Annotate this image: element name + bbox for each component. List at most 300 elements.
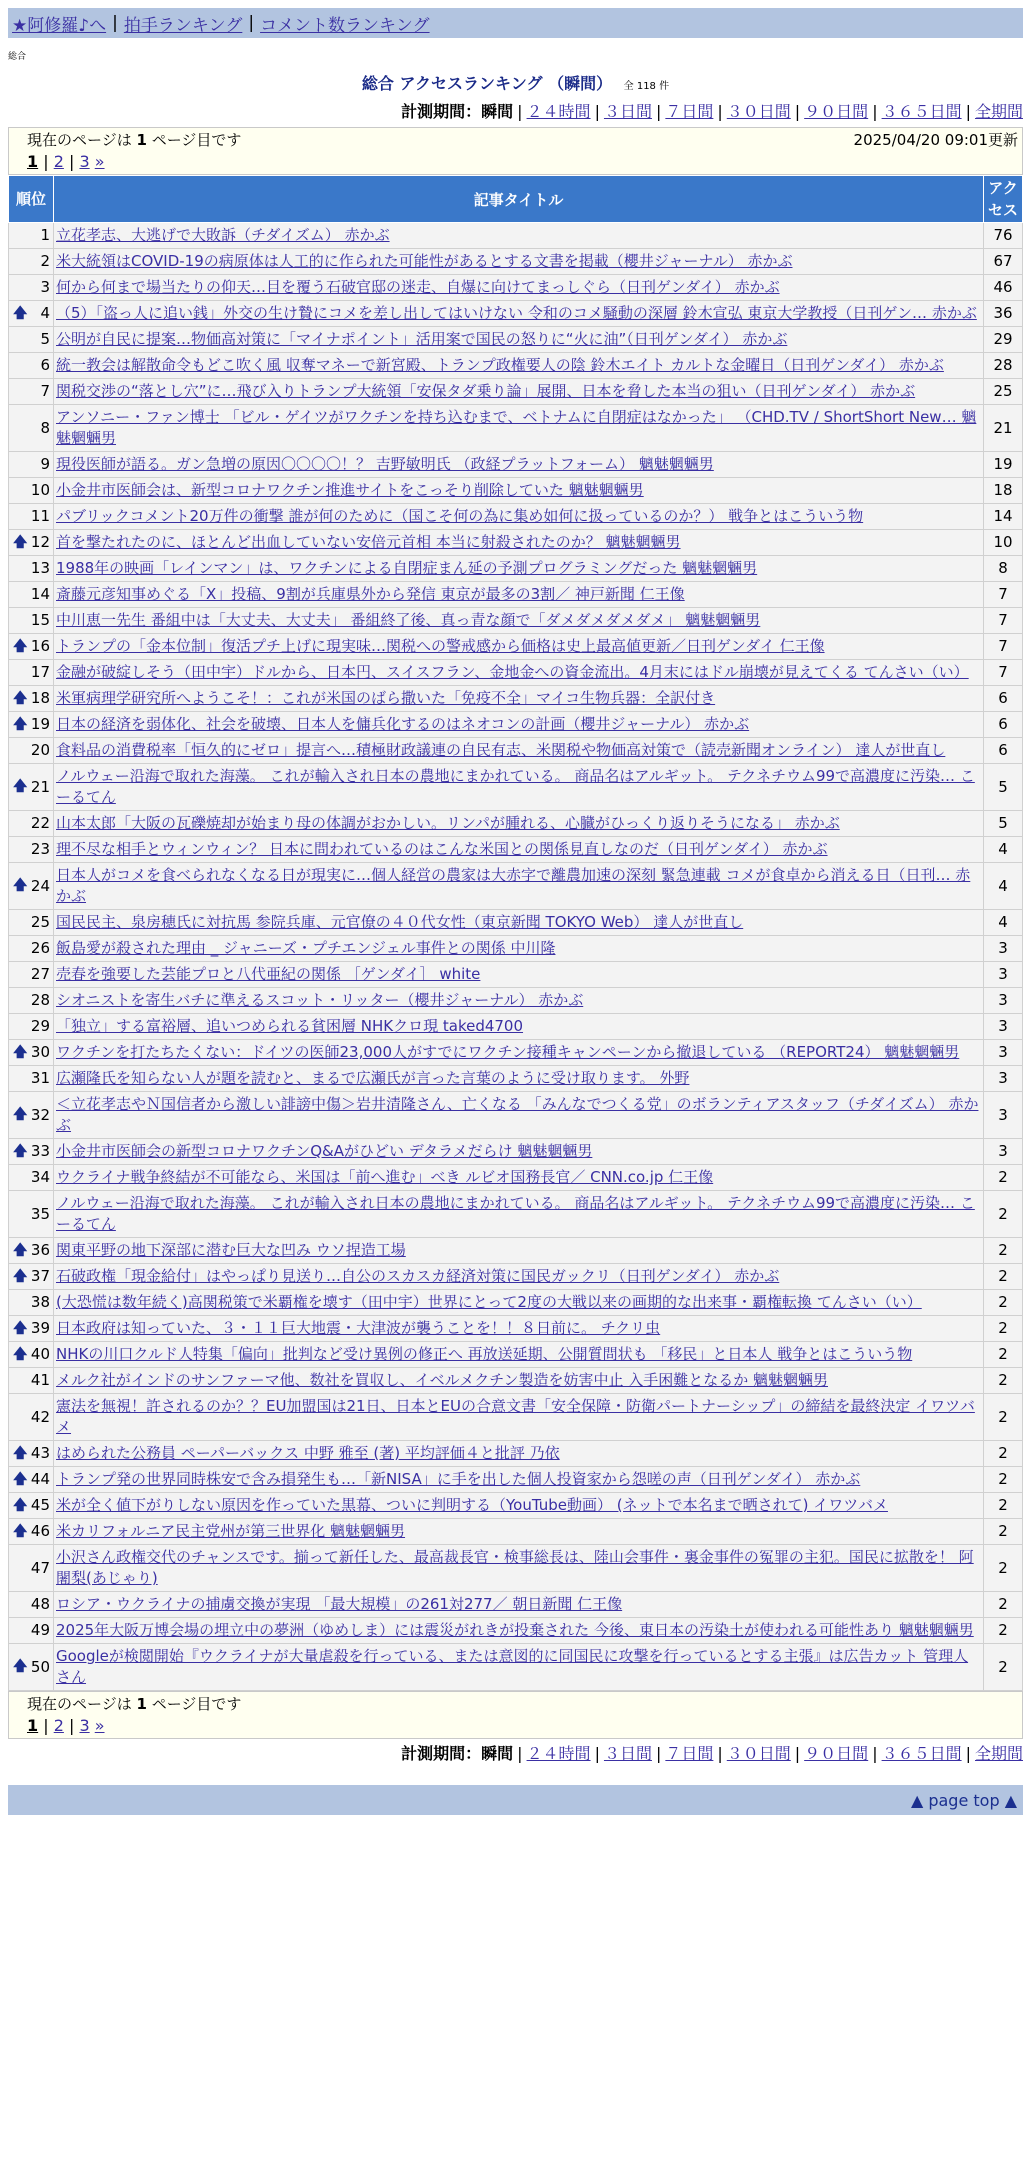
rank-number: 44 xyxy=(30,1470,50,1488)
period-option-2[interactable]: ７日間 xyxy=(665,1744,714,1763)
applause-ranking-link[interactable]: 拍手ランキング xyxy=(123,15,243,36)
period-option-1[interactable]: ３日間 xyxy=(603,1744,652,1763)
rank-up-icon: 🡅 xyxy=(13,1346,28,1362)
title-cell xyxy=(54,556,984,582)
period-option-2[interactable]: ７日間 xyxy=(665,102,714,121)
access-count: 6 xyxy=(984,712,1023,738)
article-link[interactable]: はめられた公務員 ペーパーバックス 中野 雅至 (著) 平均評価４と批評 乃依 xyxy=(56,1444,560,1462)
period-separator: | xyxy=(594,1744,600,1763)
rank-up-icon: 🡅 xyxy=(13,534,28,550)
rank-number: 39 xyxy=(30,1319,50,1337)
access-count: 3 xyxy=(984,1014,1023,1040)
article-link[interactable]: 米大統領はCOVID-19の病原体は人工的に作られた可能性があるとする文書を掲載（櫻井ジャーナル） 赤かぶ xyxy=(56,252,793,270)
col-rank-header: 順位 xyxy=(9,176,54,223)
article-link[interactable]: メルク社がインドのサンファーマ他、数社を買収し、イベルメクチン製造を妨害中止 入手困難となるか 魑魅魍魎男 xyxy=(56,1371,828,1389)
rank-number: 14 xyxy=(30,585,50,603)
access-count: 4 xyxy=(984,863,1023,910)
rank-cell xyxy=(9,504,54,530)
title-cell xyxy=(54,452,984,478)
access-count: 14 xyxy=(984,504,1023,530)
rank-number: 49 xyxy=(30,1621,50,1639)
table-row xyxy=(9,910,1023,936)
table-row xyxy=(9,1519,1023,1545)
title-cell xyxy=(54,1290,984,1316)
article-link[interactable]: 日本政府は知っていた、３・１１巨大地震・大津波が襲うことを！！８日前に。 チクリ虫 xyxy=(56,1319,661,1337)
col-access-header: アクセス xyxy=(984,176,1023,223)
rank-number: 34 xyxy=(30,1168,50,1186)
rank-number: 3 xyxy=(40,278,50,296)
article-link[interactable]: 斎藤元彦知事めぐる「X」投稿、9割が兵庫県外から発信 東京が最多の3割／ 神戸新聞 仁王像 xyxy=(56,585,685,603)
rank-number: 15 xyxy=(30,611,50,629)
period-option-6[interactable]: 全期間 xyxy=(974,102,1023,121)
article-link[interactable]: 山本太郎「大阪の瓦礫焼却が始まり母の体調がおかしい。リンパが腫れる、心臓がひっくり返りそうになる」 赤かぶ xyxy=(56,814,840,832)
home-link[interactable]: ★阿修羅♪へ xyxy=(12,15,107,36)
table-row xyxy=(9,936,1023,962)
rank-cell xyxy=(9,660,54,686)
period-separator: | xyxy=(965,102,971,121)
table-row xyxy=(9,1066,1023,1092)
article-link[interactable]: ＜立花孝志やＮ国信者から激しい誹謗中傷＞岩井清隆さん、亡くなる 「みんなでつくる党」のボランティアスタッフ（チダイズム） 赤かぶ xyxy=(56,1095,979,1134)
rank-number: 11 xyxy=(30,507,50,525)
rank-number: 37 xyxy=(30,1267,50,1285)
rank-number: 46 xyxy=(30,1522,50,1540)
rank-cell xyxy=(9,910,54,936)
access-count: 29 xyxy=(984,327,1023,353)
table-row xyxy=(9,301,1023,327)
rank-number: 43 xyxy=(30,1444,50,1462)
rank-cell xyxy=(9,1191,54,1238)
rank-cell xyxy=(9,1316,54,1342)
table-row xyxy=(9,1368,1023,1394)
article-link[interactable]: 現役医師が語る。ガン急増の原因〇〇〇〇！？ 吉野敏明氏 （政経プラットフォーム） 魑魅魍魎男 xyxy=(56,455,714,473)
access-count: 2 xyxy=(984,1290,1023,1316)
article-link[interactable]: 小金井市医師会の新型コロナワクチンQ&Aがひどい デタラメだらけ 魑魅魍魎男 xyxy=(56,1142,593,1160)
access-count: 6 xyxy=(984,686,1023,712)
table-row xyxy=(9,1191,1023,1238)
article-link[interactable]: 小沢さん政権交代のチャンスです。揃って新任した、最高裁長官・検事総長は、陸山会事件・裏金事件の冤罪の主犯。国民に拡散を！ 阿闍梨(あじゃり) xyxy=(56,1548,974,1587)
rank-cell xyxy=(9,1040,54,1066)
period-separator: | xyxy=(794,102,801,121)
title-cell xyxy=(54,1165,984,1191)
title-cell xyxy=(54,379,984,405)
period-separator: | xyxy=(717,1744,723,1763)
pager-page-3[interactable]: 3 xyxy=(79,152,90,171)
table-row xyxy=(9,837,1023,863)
period-separator: | xyxy=(517,102,523,121)
access-count: 19 xyxy=(984,452,1023,478)
rank-number: 19 xyxy=(30,715,50,733)
rank-cell xyxy=(9,712,54,738)
rank-up-icon: 🡅 xyxy=(13,877,28,894)
title-cell xyxy=(54,504,984,530)
rank-number: 29 xyxy=(30,1017,50,1035)
table-row xyxy=(9,1040,1023,1066)
title-cell xyxy=(54,1545,984,1592)
article-link[interactable]: 中川恵一先生 番組中は「大丈夫、大丈夫」 番組終了後、真っ青な顔で「ダメダメダメダメ」 魑魅魍魎男 xyxy=(56,611,761,629)
access-count: 3 xyxy=(984,1139,1023,1165)
rank-number: 7 xyxy=(40,382,50,400)
access-count: 4 xyxy=(984,910,1023,936)
table-row xyxy=(9,1092,1023,1139)
table-row xyxy=(9,530,1023,556)
article-link[interactable]: 売春を強要した芸能プロと八代亜紀の関係 ［ゲンダイ］ white xyxy=(56,965,481,983)
title-cell xyxy=(54,1368,984,1394)
article-link[interactable]: 食料品の消費税率「恒久的にゼロ」提言へ…積極財政議連の自民有志、米関税や物価高対策で（読売新聞オンライン） 達人が世直し xyxy=(56,741,946,759)
rank-number: 27 xyxy=(30,965,50,983)
page-title xyxy=(0,74,1031,97)
rank-cell xyxy=(9,988,54,1014)
period-selector-top xyxy=(8,101,1023,123)
title-cell xyxy=(54,811,984,837)
title-cell xyxy=(54,301,984,327)
table-row xyxy=(9,1394,1023,1441)
rank-cell xyxy=(9,634,54,660)
title-cell xyxy=(54,275,984,301)
article-link[interactable]: (大恐慌は数年続く)高関税策で米覇権を壊す（田中宇）世界にとって2度の大戦以来の画期的な出来事・覇権転換 てんさい（い） xyxy=(56,1293,922,1311)
title-cell xyxy=(54,1342,984,1368)
article-link[interactable]: 首を撃たれたのに、ほとんど出血していない安倍元首相 本当に射殺されたのか？ 魑魅魍魎男 xyxy=(56,533,681,551)
article-link[interactable]: NHKの川口クルド人特集「偏向」批判など受け異例の修正へ 再放送延期、公開質問状も 「移民」と日本人 戦争とはこういう物 xyxy=(56,1345,913,1363)
article-link[interactable]: 2025年大阪万博会場の埋立中の夢洲（ゆめしま）には震災がれきが投棄された 今後、東日本の汚染土が使われる可能性あり 魑魅魍魎男 xyxy=(56,1621,974,1639)
article-link[interactable]: トランプ発の世界同時株安で含み損発生も…「新NISA」に手を出した個人投資家から怨嗟の声（日刊ゲンダイ） 赤かぶ xyxy=(56,1470,861,1488)
period-option-0[interactable]: ２４時間 xyxy=(526,1744,591,1763)
access-count: 2 xyxy=(984,1493,1023,1519)
access-count: 2 xyxy=(984,1618,1023,1644)
access-count: 2 xyxy=(984,1592,1023,1618)
period-option-0[interactable]: ２４時間 xyxy=(526,102,591,121)
article-link[interactable]: 小金井市医師会は、新型コロナワクチン推進サイトをこっそり削除していた 魑魅魍魎男 xyxy=(56,481,644,499)
article-link[interactable]: Googleが検閲開始『ウクライナが大量虐殺を行っている、または意図的に同国民に攻撃を行っているとする主張』は広告カット 管理人さん xyxy=(56,1647,969,1686)
rank-number: 48 xyxy=(30,1595,50,1613)
title-cell xyxy=(54,1493,984,1519)
title-cell xyxy=(54,478,984,504)
period-option-3[interactable]: ３０日間 xyxy=(726,1744,791,1763)
access-count: 2 xyxy=(984,1644,1023,1691)
rank-cell xyxy=(9,608,54,634)
article-link[interactable]: 何から何まで場当たりの仰天…目を覆う石破官邸の迷走、自爆に向けてまっしぐら（日刊ゲンダイ） 赤かぶ xyxy=(56,278,780,296)
access-count: 2 xyxy=(984,1165,1023,1191)
page-title-text: 総合 アクセスランキング （瞬間） xyxy=(361,74,613,93)
rank-cell xyxy=(9,1545,54,1592)
access-count: 2 xyxy=(984,1467,1023,1493)
rank-number: 16 xyxy=(30,637,50,655)
updated-time: 2025/04/20 09:01更新 xyxy=(853,131,1018,149)
period-separator: | xyxy=(872,1744,878,1763)
article-link[interactable]: 日本の経済を弱体化、社会を破壊、日本人を傭兵化するのはネオコンの計画（櫻井ジャーナル） 赤かぶ xyxy=(56,715,750,733)
rank-cell xyxy=(9,1238,54,1264)
rank-number: 13 xyxy=(30,559,50,577)
period-separator: | xyxy=(872,102,878,121)
article-link[interactable]: 関東平野の地下深部に潜む巨大な凹み ウソ捏造工場 xyxy=(56,1241,406,1259)
access-count: 18 xyxy=(984,478,1023,504)
article-link[interactable]: 広瀬隆氏を知らない人が題を読むと、まるで広瀬氏が言った言葉のように受け取ります。 外野 xyxy=(56,1069,690,1087)
table-row xyxy=(9,608,1023,634)
article-link[interactable]: パブリックコメント20万件の衝撃 誰が何のために（国こそ何の為に集め如何に扱っているのか？） 戦争とはこういう物 xyxy=(56,507,864,525)
rank-number: 42 xyxy=(30,1407,50,1426)
nav-separator: | xyxy=(248,13,255,33)
rank-up-icon: 🡅 xyxy=(13,305,28,321)
pager-page-3[interactable]: 3 xyxy=(79,1716,90,1735)
access-count: 8 xyxy=(984,556,1023,582)
rank-number: 4 xyxy=(40,304,50,322)
table-row xyxy=(9,1592,1023,1618)
access-count: 3 xyxy=(984,1092,1023,1139)
title-cell xyxy=(54,660,984,686)
table-row xyxy=(9,1545,1023,1592)
title-cell xyxy=(54,1014,984,1040)
rank-number: 21 xyxy=(30,777,50,796)
rank-cell xyxy=(9,223,54,249)
period-option-6[interactable]: 全期間 xyxy=(974,1744,1023,1763)
access-count: 7 xyxy=(984,634,1023,660)
table-row xyxy=(9,712,1023,738)
access-count: 25 xyxy=(984,379,1023,405)
access-count: 2 xyxy=(984,1519,1023,1545)
col-title-header: 記事タイトル xyxy=(54,176,984,223)
period-label: 計測期間： xyxy=(401,102,482,121)
rank-number: 28 xyxy=(30,991,50,1009)
access-count: 3 xyxy=(984,936,1023,962)
title-cell xyxy=(54,582,984,608)
table-row xyxy=(9,327,1023,353)
rank-cell xyxy=(9,764,54,811)
title-cell xyxy=(54,1040,984,1066)
table-row xyxy=(9,738,1023,764)
title-cell xyxy=(54,1066,984,1092)
table-row xyxy=(9,1238,1023,1264)
title-cell xyxy=(54,327,984,353)
rank-cell xyxy=(9,962,54,988)
access-count: 2 xyxy=(984,1238,1023,1264)
period-separator: | xyxy=(965,1744,971,1763)
title-cell xyxy=(54,764,984,811)
article-link[interactable]: ワクチンを打たちたくない：ドイツの医師23,000人がすでにワクチン接種キャンペーンから撤退している （REPORT24） 魑魅魍魎男 xyxy=(56,1043,960,1061)
period-selector-bottom xyxy=(8,1743,1023,1765)
article-link[interactable]: 理不尽な相手とウィンウィン？ 日本に問われているのはこんな米国との関係見直しなのだ（日刊ゲンダイ） 赤かぶ xyxy=(56,840,828,858)
rank-number: 6 xyxy=(40,356,50,374)
article-link[interactable]: 国民民主、泉房穂氏に対抗馬 参院兵庫、元官僚の４０代女性（東京新聞 TOKYO Web） 達人が世直し xyxy=(56,913,744,931)
category-label: 総合 xyxy=(8,52,27,62)
article-link[interactable]: 公明が自民に提案…物価高対策に「マイナポイント」活用案で国民の怒りに“火に油”（日刊ゲンダイ） 赤かぶ xyxy=(56,330,788,348)
article-link[interactable]: 日本人がコメを食べられなくなる日が現実に…個人経営の農家は大赤字で離農加速の深刻 緊急連載 コメが食卓から消える日（日刊… 赤かぶ xyxy=(56,866,971,905)
rank-cell xyxy=(9,405,54,452)
rank-up-icon: 🡅 xyxy=(13,778,28,795)
article-link[interactable]: アンソニー・ファン博士 「ビル・ゲイツがワクチンを持ち込むまで、ベトナムに自閉症はなかった」 （CHD.TV / ShortShort New… 魑魅魍魎男 xyxy=(56,408,977,447)
comment-ranking-link[interactable]: コメント数ランキング xyxy=(260,15,430,36)
article-link[interactable]: シオニストを寄生バチに準えるスコット・リッター（櫻井ジャーナル） 赤かぶ xyxy=(56,991,584,1009)
rank-cell xyxy=(9,811,54,837)
article-link[interactable]: （5）「盗っ人に追い銭」外交の生け贄にコメを差し出してはいけない 令和のコメ騒動の深層 鈴木宣弘 東京大学教授（日刊ゲン… 赤かぶ xyxy=(56,304,977,322)
rank-number: 36 xyxy=(30,1241,50,1259)
table-row xyxy=(9,1618,1023,1644)
rank-number: 12 xyxy=(30,533,50,551)
article-link[interactable]: 「独立」する富裕層、追いつめられる貧困層 NHKクロ現 taked4700 xyxy=(56,1017,524,1035)
table-row xyxy=(9,1644,1023,1691)
rank-cell xyxy=(9,582,54,608)
pager-bottom xyxy=(27,1716,1018,1735)
period-option-5[interactable]: ３６５日間 xyxy=(881,102,962,121)
title-cell xyxy=(54,608,984,634)
rank-cell xyxy=(9,1139,54,1165)
table-row xyxy=(9,1290,1023,1316)
title-cell xyxy=(54,1592,984,1618)
title-cell xyxy=(54,1238,984,1264)
title-cell xyxy=(54,353,984,379)
rank-number: 47 xyxy=(30,1558,50,1577)
rank-cell xyxy=(9,1467,54,1493)
rank-cell xyxy=(9,379,54,405)
rank-number: 32 xyxy=(30,1105,50,1124)
title-cell xyxy=(54,1264,984,1290)
table-row xyxy=(9,1493,1023,1519)
rank-cell xyxy=(9,1493,54,1519)
access-count: 67 xyxy=(984,249,1023,275)
article-link[interactable]: 飯島愛が殺された理由 _ ジャニーズ・プチエンジェル事件との関係 中川隆 xyxy=(56,939,556,957)
access-count: 5 xyxy=(984,811,1023,837)
rank-cell xyxy=(9,530,54,556)
title-cell xyxy=(54,863,984,910)
article-link[interactable]: ロシア・ウクライナの捕虜交換が実現 「最大規模」の261対277／ 朝日新聞 仁王像 xyxy=(56,1595,623,1613)
rank-cell xyxy=(9,936,54,962)
rank-number: 22 xyxy=(30,814,50,832)
period-separator: | xyxy=(794,1744,801,1763)
access-count: 6 xyxy=(984,738,1023,764)
top-nav-bar xyxy=(8,8,1023,38)
article-link[interactable]: 米カリフォルニア民主党州が第三世界化 魑魅魍魎男 xyxy=(56,1522,406,1540)
article-link[interactable]: 石破政権「現金給付」はやっぱり見送り…自公のスカスカ経済対策に国民ガックリ（日刊ゲンダイ） 赤かぶ xyxy=(56,1267,780,1285)
article-link[interactable]: 関税交渉の“落とし穴”に…飛び入りトランプ大統領「安保タダ乗り論」展開、日本を脅した本当の狙い（日刊ゲンダイ） 赤かぶ xyxy=(56,382,916,400)
period-option-5[interactable]: ３６５日間 xyxy=(881,1744,962,1763)
table-row xyxy=(9,275,1023,301)
article-link[interactable]: 米軍病理学研究所へようこそ！：これが米国のばら撒いた「免疫不全」マイコ生物兵器：全訳付き xyxy=(56,689,716,707)
access-count: 7 xyxy=(984,608,1023,634)
page-info-top xyxy=(8,127,1023,175)
period-separator: | xyxy=(717,102,723,121)
table-row xyxy=(9,1342,1023,1368)
table-row xyxy=(9,764,1023,811)
pager-page-2[interactable]: 2 xyxy=(53,1716,64,1735)
access-count: 2 xyxy=(984,1191,1023,1238)
table-row xyxy=(9,1165,1023,1191)
pager-separator: | xyxy=(38,1716,54,1735)
title-cell xyxy=(54,1618,984,1644)
rank-cell xyxy=(9,738,54,764)
pager-page-2[interactable]: 2 xyxy=(53,152,64,171)
rank-cell xyxy=(9,1519,54,1545)
period-separator: | xyxy=(655,102,662,121)
title-cell xyxy=(54,1467,984,1493)
period-option-1[interactable]: ３日間 xyxy=(603,102,652,121)
rank-number: 38 xyxy=(30,1293,50,1311)
table-row xyxy=(9,504,1023,530)
table-row xyxy=(9,223,1023,249)
table-row xyxy=(9,1264,1023,1290)
table-row xyxy=(9,405,1023,452)
article-link[interactable]: ノルウェー沿海で取れた海藻。 これが輸入され日本の農地にまかれている。 商品名はアルギット。 テクネチウム99で高濃度に汚染… こーるてん xyxy=(56,767,975,806)
article-link[interactable]: ノルウェー沿海で取れた海藻。 これが輸入され日本の農地にまかれている。 商品名はアルギット。 テクネチウム99で高濃度に汚染… こーるてん xyxy=(56,1194,975,1233)
title-cell xyxy=(54,910,984,936)
table-row xyxy=(9,660,1023,686)
article-link[interactable]: 金融が破綻しそう（田中宇）ドルから、日本円、スイスフラン、金地金への資金流出。4月末にはドル崩壊が見えてくる てんさい（い） xyxy=(56,663,969,681)
article-link[interactable]: 憲法を無視！許されるのか？？EU加盟国は21日、日本とEUの合意文書「安全保障・防衛パートナーシップ」の締結を最終決定 イワツバメ xyxy=(56,1397,975,1436)
pager-next[interactable]: » xyxy=(94,152,105,171)
page-top-link[interactable]: ▲ page top ▲ xyxy=(910,1790,1017,1810)
rank-up-icon: 🡅 xyxy=(13,638,28,654)
rank-number: 31 xyxy=(30,1069,50,1087)
rank-cell xyxy=(9,1092,54,1139)
rank-number: 1 xyxy=(40,226,50,244)
total-count: 全 118 件 xyxy=(623,81,670,92)
rank-up-icon: 🡅 xyxy=(13,1658,28,1675)
title-cell xyxy=(54,738,984,764)
title-cell xyxy=(54,223,984,249)
table-row xyxy=(9,686,1023,712)
article-link[interactable]: 米が全く値下がりしない原因を作っていた黒幕、ついに判明する（YouTube動画） (ネットで本名まで晒されて) イワツバメ xyxy=(56,1496,888,1514)
rank-number: 5 xyxy=(40,330,50,348)
rank-number: 26 xyxy=(30,939,50,957)
rank-cell xyxy=(9,327,54,353)
period-option-4[interactable]: ９０日間 xyxy=(804,102,869,121)
article-link[interactable]: ウクライナ戦争終結が不可能なら、米国は「前へ進む」べき ルビオ国務長官／ CNN.co.jp 仁王像 xyxy=(56,1168,714,1186)
rank-number: 20 xyxy=(30,741,50,759)
title-cell xyxy=(54,634,984,660)
rank-number: 24 xyxy=(30,876,50,895)
rank-cell xyxy=(9,686,54,712)
rank-up-icon: 🡅 xyxy=(13,716,28,732)
current-page-text: 現在のページは 1 ページ目です xyxy=(27,1695,242,1713)
access-count: 10 xyxy=(984,530,1023,556)
rank-up-icon: 🡅 xyxy=(13,1268,28,1284)
period-option-3[interactable]: ３０日間 xyxy=(726,102,791,121)
access-count: 3 xyxy=(984,1066,1023,1092)
rank-cell xyxy=(9,478,54,504)
current-page-text: 現在のページは 1 ページ目です xyxy=(27,131,242,149)
period-option-4[interactable]: ９０日間 xyxy=(804,1744,869,1763)
rank-number: 2 xyxy=(40,252,50,270)
article-link[interactable]: トランプの「金本位制」復活プチ上げに現実味…関税への警戒感から価格は史上最高値更新／日刊ゲンダイ 仁王像 xyxy=(56,637,825,655)
title-cell xyxy=(54,837,984,863)
rank-number: 50 xyxy=(30,1657,50,1676)
rank-cell xyxy=(9,1644,54,1691)
rank-cell xyxy=(9,353,54,379)
pager-separator: | xyxy=(63,1716,80,1735)
nav-separator: | xyxy=(112,13,118,33)
rank-number: 10 xyxy=(30,481,50,499)
access-count: 28 xyxy=(984,353,1023,379)
period-current: 瞬間 xyxy=(481,1744,514,1763)
title-cell xyxy=(54,1092,984,1139)
access-count: 46 xyxy=(984,275,1023,301)
rank-cell xyxy=(9,452,54,478)
pager-current: 1 xyxy=(27,152,39,171)
title-cell xyxy=(54,686,984,712)
access-count: 2 xyxy=(984,1545,1023,1592)
rank-cell xyxy=(9,1394,54,1441)
rank-number: 40 xyxy=(30,1345,50,1363)
article-link[interactable]: 立花孝志、大逃げで大敗訴（チダイズム） 赤かぶ xyxy=(56,226,390,244)
title-cell xyxy=(54,712,984,738)
rank-cell xyxy=(9,1618,54,1644)
rank-up-icon: 🡅 xyxy=(13,1445,28,1461)
rank-cell xyxy=(9,1014,54,1040)
rank-up-icon: 🡅 xyxy=(13,1497,28,1513)
title-cell xyxy=(54,988,984,1014)
pager-next[interactable]: » xyxy=(94,1716,105,1735)
table-row xyxy=(9,1467,1023,1493)
article-link[interactable]: 統一教会は解散命令もどこ吹く風 収奪マネーで新宮殿、トランプ政権要人の陰 鈴木エイト カルトな金曜日（日刊ゲンダイ） 赤かぶ xyxy=(56,356,944,374)
article-link[interactable]: 1988年の映画「レインマン」は、ワクチンによる自閉症まん延の予測プログラミングだった 魑魅魍魎男 xyxy=(56,559,758,577)
title-cell xyxy=(54,1644,984,1691)
